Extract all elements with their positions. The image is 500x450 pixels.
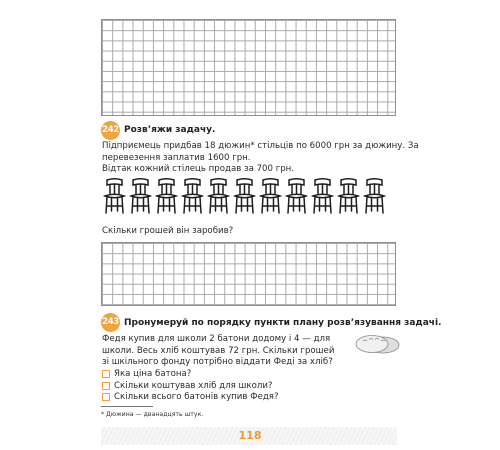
answer-grid-middle[interactable]: [101, 242, 396, 306]
footnote: * Дюжина — дванадцять штук.: [101, 411, 204, 418]
chair-icon: [183, 179, 202, 213]
chair-icon: [105, 179, 124, 213]
plan-checkbox-1[interactable]: [102, 370, 110, 378]
task-243-line-3: зі шкільного фонду потрібно віддати Феді за хліб?: [102, 357, 333, 367]
plan-item-3[interactable]: [102, 392, 279, 402]
plan-item-label-2: Скільки коштував хліб для школи?: [114, 381, 273, 391]
footnote-divider: [101, 406, 153, 407]
chair-icon: [157, 179, 176, 213]
chairs-illustration: [102, 178, 392, 216]
plan-checkbox-2[interactable]: [102, 382, 110, 390]
plan-checkbox-3[interactable]: [102, 393, 110, 401]
answer-grid-top[interactable]: [101, 19, 396, 116]
task-243-line-1: Федя купив для школи 2 батони додому і 4 — для: [102, 334, 331, 344]
plan-item-label-3: Скільки всього батонів купив Федя?: [114, 392, 279, 402]
task-heading-243: Пронумеруй по порядку пункти плану розв’язування задачі.: [124, 318, 442, 328]
task-242-line-1: Підприємець придбав 18 дюжин* стільців по 6000 грн за дюжину. За: [102, 141, 419, 151]
task-heading-242: Розв’яжи задачу.: [124, 125, 216, 135]
chair-icon: [235, 179, 254, 213]
task-242-line-3: Відтак кожний стілець продав за 700 грн.: [102, 164, 295, 174]
task-242-line-2: перевезення заплатив 1600 грн.: [102, 153, 251, 163]
chair-icon: [365, 179, 384, 213]
task-243-line-2: школи. Весь хліб коштував 72 грн. Скільки грошей: [102, 346, 335, 356]
chair-icon: [209, 179, 228, 213]
plan-item-1[interactable]: [102, 369, 191, 379]
task-242-question: Скільки грошей він заробив?: [102, 226, 234, 236]
task-number-badge-243: 243: [101, 313, 120, 332]
chair-icon: [313, 179, 332, 213]
plan-item-2[interactable]: [102, 381, 272, 391]
page-number: 118: [238, 429, 262, 442]
chair-icon: [287, 179, 306, 213]
chair-icon: [131, 179, 150, 213]
plan-item-label-1: Яка ціна батона?: [114, 369, 192, 379]
bread-icon: [355, 332, 400, 356]
chair-icon: [261, 179, 280, 213]
chair-icon: [339, 179, 358, 213]
task-number-badge-242: 242: [101, 121, 120, 140]
